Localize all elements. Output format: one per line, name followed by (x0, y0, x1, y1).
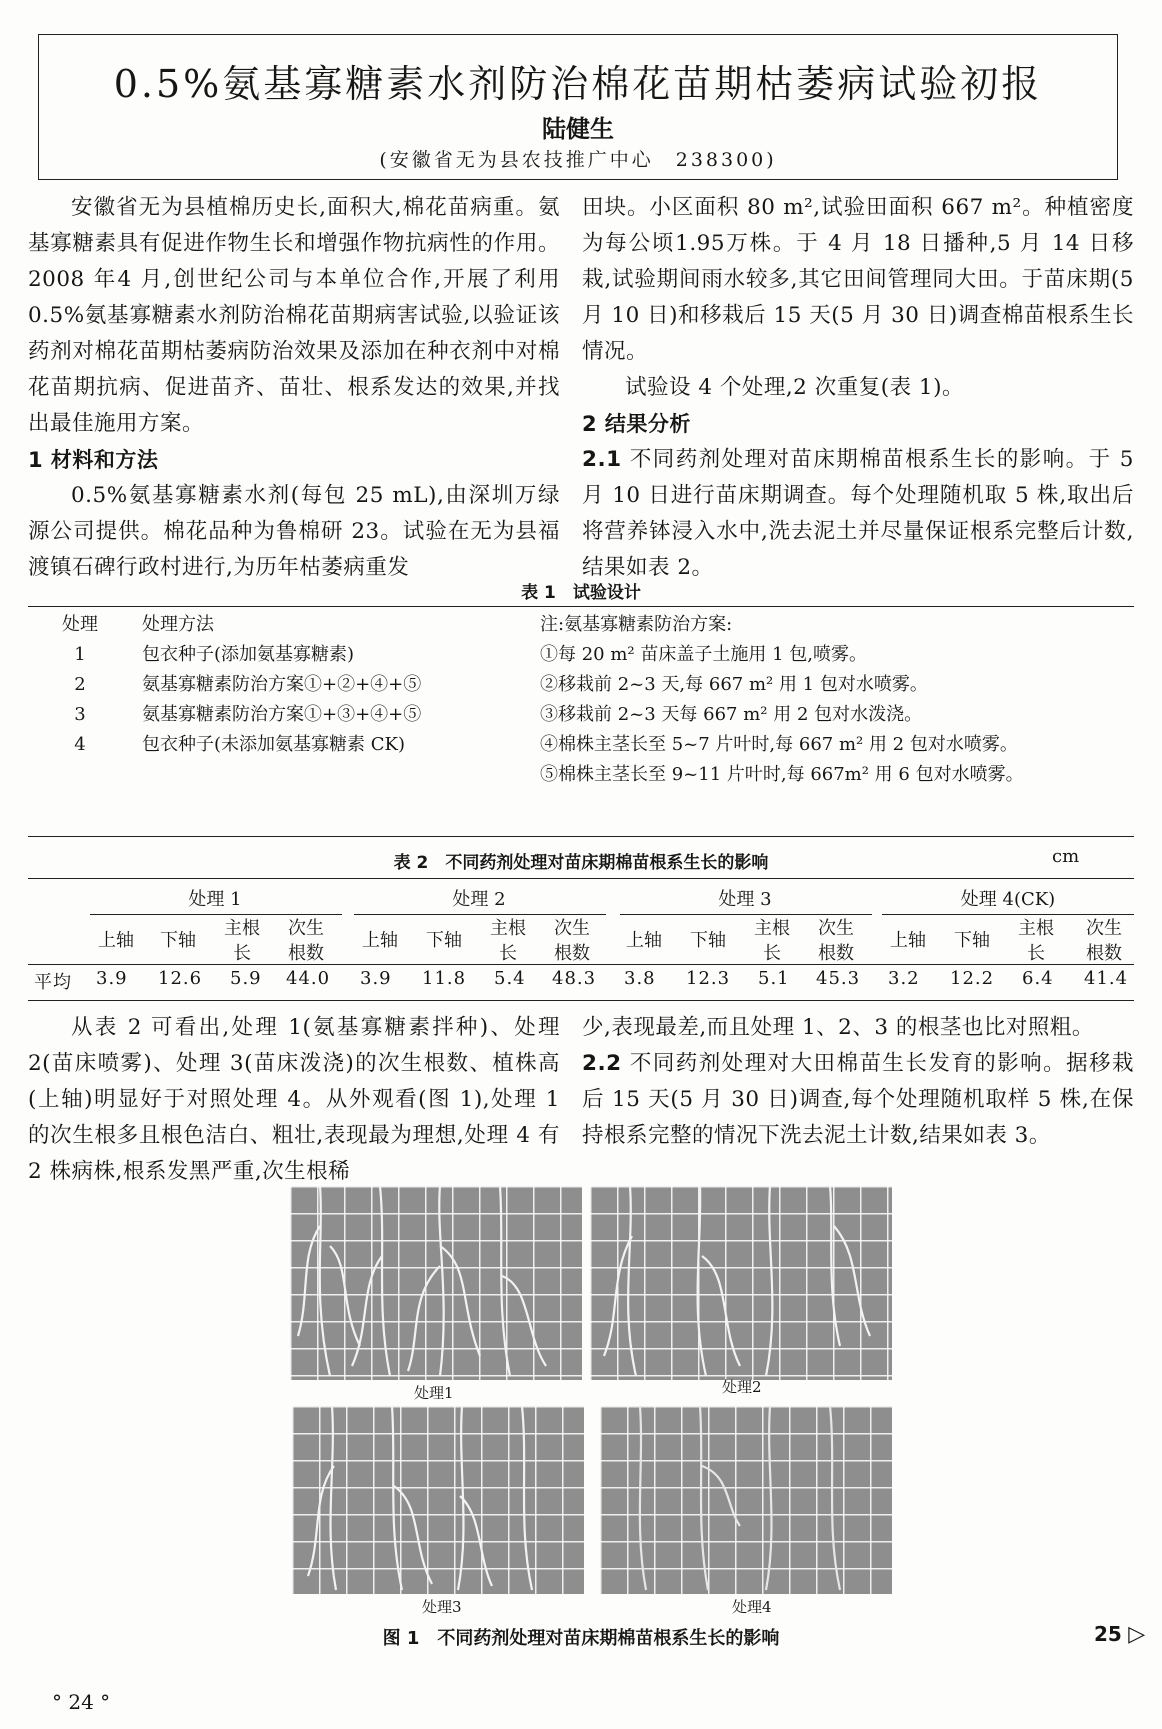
page-number-dot: ° (52, 1690, 62, 1714)
table2-cell: 41.4 (1084, 968, 1129, 989)
paragraph-intro: 安徽省无为县植棉历史长,面积大,棉花苗病重。氨基寡糖素具有促进作物生长和增强作物抗病性的作用。2008 年4 月,创世纪公司与本单位合作,开展了利用0.5%氨基寡糖素水剂防治棉花苗期病害试验,以验证该药剂对棉花苗期枯萎病防治效果及添加在种衣剂中对棉花苗期抗病、促进苗齐、苗壮、根系发达的效果,并找出最佳施用方案。 (28, 195, 560, 436)
root-photo-panel (290, 1186, 582, 1380)
paragraph-materials: 0.5%氨基寡糖素水剂(每包 25 mL),由深圳万绿源公司提供。棉花品种为鲁棉研 23。试验在无为县福渡镇石碑行政村进行,为历年枯萎病重发 (28, 483, 560, 580)
table1-note: ④棉株主茎长至 5~7 片叶时,每 667 m² 用 2 包对水喷雾。 (540, 734, 1018, 755)
table2-subheader: 主根长 (224, 918, 260, 964)
right-column-top (582, 190, 1134, 586)
table2-subheader: 上轴 (98, 930, 134, 951)
paragraph-results-2: 少,表现最差,而且处理 1、2、3 的根茎也比对照粗。 (582, 1015, 1094, 1040)
table2-cell: 6.4 (1022, 968, 1054, 989)
left-column-bottom (28, 1010, 560, 1190)
panel-label: 处理2 (722, 1378, 762, 1396)
root-photo-drawing (292, 1406, 584, 1594)
table1-header-method: 处理方法 (142, 614, 214, 635)
table1-row-id: 4 (74, 734, 86, 755)
table2-cell: 3.9 (96, 968, 128, 989)
root-photo-panel (600, 1406, 892, 1594)
table2-group-header: 处理 2 (452, 889, 506, 910)
root-photo-panel (292, 1406, 584, 1594)
page-number-left-value: 24 (68, 1690, 94, 1714)
table2-subheader: 上轴 (626, 930, 662, 951)
table2-subheader: 次生根数 (288, 918, 324, 964)
subsection-2-1-number: 2.1 (582, 447, 622, 472)
table1-caption: 表 1 试验设计 (521, 583, 641, 603)
table2-group-rule (354, 914, 606, 915)
table1-notes (540, 610, 1024, 790)
affiliation: (安徽省无为县农技推广中心 238300) (379, 149, 777, 171)
table2-subheader: 下轴 (426, 930, 462, 951)
table1-methods (142, 610, 421, 760)
table1-top-rule (28, 606, 1134, 607)
table2-cell: 48.3 (552, 968, 597, 989)
table2-row-label: 平均 (34, 972, 72, 993)
table2-cell: 11.8 (422, 968, 467, 989)
table2-group-header: 处理 1 (188, 889, 242, 910)
subsection-2-1 (582, 442, 1134, 586)
table2-cell: 12.3 (686, 968, 731, 989)
table2-cell: 5.1 (758, 968, 790, 989)
table2-cell: 45.3 (816, 968, 861, 989)
figure1-caption: 图 1 不同药剂处理对苗床期棉苗根系生长的影响 (382, 1628, 780, 1649)
panel-label: 处理3 (422, 1598, 462, 1616)
table2-subheader: 主根长 (1018, 918, 1054, 964)
subsection-2-2-text: 不同药剂处理对大田棉苗生长发育的影响。据移栽后 15 天(5 月 30 日)调查,每个处理随机取样 5 株,在保持根系完整的情况下洗去泥土计数,结果如表 3。 (582, 1051, 1134, 1148)
table2-top-rule (28, 878, 1134, 879)
table2-subheader: 次生根数 (1086, 918, 1122, 964)
root-photo-drawing (600, 1406, 892, 1594)
table2-cell: 3.9 (360, 968, 392, 989)
table2-cell: 44.0 (286, 968, 331, 989)
paper-title: 0.5%氨基寡糖素水剂防治棉花苗期枯萎病试验初报 (113, 62, 1043, 106)
table2-subheader: 上轴 (362, 930, 398, 951)
table1-left (50, 610, 110, 760)
table1-row-method: 氨基寡糖素防治方案①+②+④+⑤ (142, 674, 422, 695)
table1-row-id: 1 (74, 644, 86, 665)
table2-group-header: 处理 3 (718, 889, 772, 910)
paragraph-design: 试验设 4 个处理,2 次重复(表 1)。 (625, 375, 964, 400)
table2-cell: 5.4 (494, 968, 526, 989)
table1-row-method: 包衣种子(未添加氨基寡糖素 CK) (142, 734, 405, 755)
title-box (38, 34, 1118, 180)
table2-subheader: 次生根数 (818, 918, 854, 964)
table2-subheader: 下轴 (160, 930, 196, 951)
table1-note: ⑤棉株主茎长至 9~11 片叶时,每 667m² 用 6 包对水喷雾。 (540, 764, 1024, 785)
table1-row-id: 2 (74, 674, 86, 695)
table2-subheader: 上轴 (890, 930, 926, 951)
section-heading-2: 2 结果分析 (582, 412, 691, 436)
author: 陆健生 (542, 115, 614, 143)
root-photo-drawing (590, 1186, 892, 1380)
paragraph-field: 田块。小区面积 80 m²,试验田面积 667 m²。种植密度为每公顷1.95万株。于 4 月 18 日播种,5 月 14 日移栽,试验期间雨水较多,其它田间管理同大田。于苗床期(5 月 10 日)和移栽后 15 天(5 月 30 日)调查棉苗根系生长情况。 (582, 195, 1134, 364)
table2-group-rule (882, 914, 1134, 915)
table1-header-id: 处理 (62, 614, 98, 635)
table2-cell: 5.9 (230, 968, 262, 989)
panel-label: 处理1 (414, 1384, 454, 1402)
table2-group-rule (90, 914, 342, 915)
table1-note: ③移栽前 2~3 天每 667 m² 用 2 包对水泼浇。 (540, 704, 923, 725)
paragraph-results-1: 从表 2 可看出,处理 1(氨基寡糖素拌种)、处理2(苗床喷雾)、处理 3(苗床泼浇)的次生根数、植株高(上轴)明显好于对照处理 4。从外观看(图 1),处理 1 的次生根多且根色洁白、粗壮,表现最为理想,处理 4 有 2 株病株,根系发黑严重,次生根稀 (28, 1015, 560, 1184)
page-number-left (52, 1690, 110, 1714)
section-heading-1: 1 材料和方法 (28, 448, 159, 472)
page-number-right-value: 25 (1094, 1622, 1122, 1646)
table1-bottom-rule (28, 836, 1134, 837)
left-column-top (28, 190, 560, 586)
table1-row-method: 氨基寡糖素防治方案①+③+④+⑤ (142, 704, 422, 725)
table2-bottom-rule (28, 1000, 1134, 1001)
root-photo-drawing (290, 1186, 582, 1380)
root-photo-panel (590, 1186, 892, 1380)
table2-cell: 12.2 (950, 968, 995, 989)
table2-group-header: 处理 4(CK) (960, 889, 1056, 910)
subsection-2-1-text: 不同药剂处理对苗床期棉苗根系生长的影响。于 5 月 10 日进行苗床期调查。每个处理随机取 5 株,取出后将营养钵浸入水中,洗去泥土并尽量保证根系完整后计数,结果如表 2。 (582, 447, 1134, 580)
table2-subheader: 主根长 (754, 918, 790, 964)
table2-subheader: 次生根数 (554, 918, 590, 964)
table1-row-method: 包衣种子(添加氨基寡糖素) (142, 644, 355, 665)
panel-label: 处理4 (732, 1598, 772, 1616)
table1-row-id: 3 (74, 704, 86, 725)
table2-subheader: 下轴 (690, 930, 726, 951)
table1-note: 注:氨基寡糖素防治方案: (540, 614, 733, 635)
table2-subheader: 下轴 (954, 930, 990, 951)
page-number-right (1094, 1622, 1145, 1647)
table2-mid-rule (28, 964, 1134, 965)
table2-unit: cm (1052, 846, 1080, 867)
table2-cell: 12.6 (158, 968, 203, 989)
next-page-arrow-icon: ▷ (1128, 1622, 1146, 1647)
table2-group-rule (620, 914, 872, 915)
table2-subheader: 主根长 (490, 918, 526, 964)
table1-note: ②移栽前 2~3 天,每 667 m² 用 1 包对水喷雾。 (540, 674, 928, 695)
page-number-dot: ° (100, 1690, 111, 1714)
table1-note: ①每 20 m² 苗床盖子土施用 1 包,喷雾。 (540, 644, 867, 665)
subsection-2-2-number: 2.2 (582, 1051, 622, 1076)
subsection-2-2 (582, 1046, 1134, 1154)
table2-cell: 3.2 (888, 968, 920, 989)
right-column-bottom (582, 1010, 1134, 1154)
table2-cell: 3.8 (624, 968, 656, 989)
table2-caption: 表 2 不同药剂处理对苗床期棉苗根系生长的影响 (393, 853, 769, 873)
